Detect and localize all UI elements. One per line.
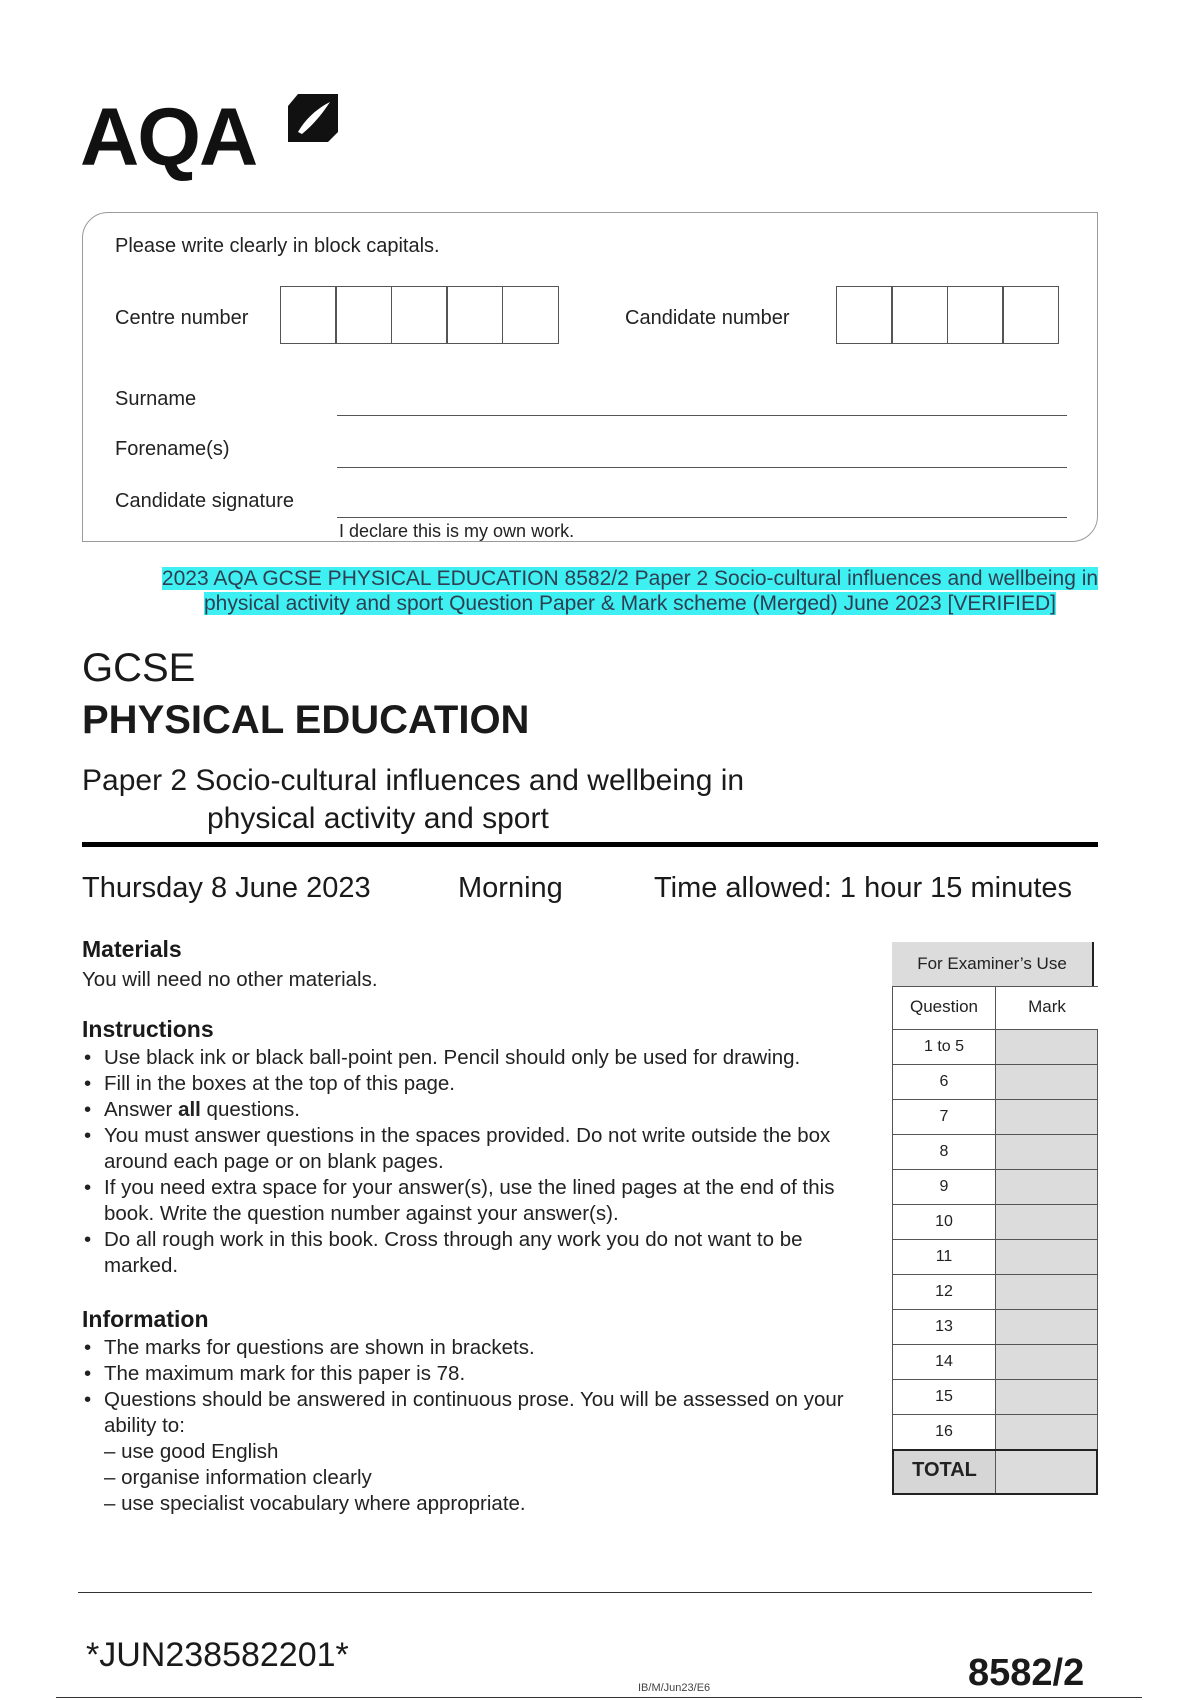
qualification-level: GCSE	[82, 646, 196, 690]
footer-rule	[78, 1592, 1092, 1593]
information-section	[82, 1306, 882, 1517]
mark-column-header: Mark	[1028, 997, 1066, 1016]
instructions-heading: Instructions	[82, 1016, 214, 1042]
examiner-table-row	[892, 1344, 1098, 1379]
exam-date: Thursday 8 June 2023	[82, 872, 371, 904]
barcode-text: *JUN238582201*	[86, 1636, 349, 1674]
surname-label: Surname	[115, 388, 197, 410]
block-capitals-instruction: Please write clearly in block capitals.	[115, 235, 440, 257]
candidate-digit-box[interactable]	[1002, 286, 1059, 344]
centre-digit-box[interactable]	[446, 286, 503, 344]
examiner-table-row	[892, 1204, 1098, 1239]
signature-line[interactable]	[337, 517, 1067, 518]
forenames-line[interactable]	[337, 467, 1067, 468]
information-item: • The maximum mark for this paper is 78.	[82, 1361, 882, 1387]
examiner-table-row	[892, 1134, 1098, 1169]
answer-suffix: questions.	[200, 1098, 301, 1121]
mark-cell[interactable]	[996, 1205, 1098, 1239]
forenames-label: Forename(s)	[115, 438, 230, 460]
examiner-table-row	[892, 1274, 1098, 1309]
examiner-table-heading: For Examiner’s Use	[892, 942, 1094, 986]
materials-section	[82, 936, 872, 993]
examiner-table-row	[892, 1379, 1098, 1414]
mark-cell[interactable]	[996, 1240, 1098, 1274]
answer-bold: all	[178, 1098, 201, 1121]
examiner-table-row	[892, 1029, 1098, 1064]
paper-title	[82, 762, 842, 838]
instructions-list	[82, 1045, 882, 1279]
mark-cell[interactable]	[996, 1170, 1098, 1204]
centre-number-boxes[interactable]	[281, 286, 559, 344]
banner-text: 2023 AQA GCSE PHYSICAL EDUCATION 8582/2 Paper 2 Socio-cultural influences and wellbeing in physical activity and sport Question Paper & Mark scheme (Merged) June 2023 [VERIFIED]	[161, 567, 1099, 615]
mark-cell[interactable]	[996, 1065, 1098, 1099]
aqa-logo	[80, 88, 350, 188]
paper-code: 8582/2	[968, 1652, 1085, 1694]
paper-title-line1: Paper 2 Socio-cultural influences and wellbeing in	[82, 764, 745, 797]
materials-text: You will need no other materials.	[82, 968, 378, 991]
mark-cell[interactable]	[996, 1345, 1098, 1379]
question-number-cell: 8	[892, 1135, 996, 1169]
question-number-cell: 12	[892, 1275, 996, 1309]
materials-heading: Materials	[82, 936, 182, 962]
document-title-banner	[150, 566, 1110, 616]
question-number-cell: 10	[892, 1205, 996, 1239]
centre-digit-box[interactable]	[280, 286, 337, 344]
mark-cell[interactable]	[996, 1030, 1098, 1064]
examiner-table-rows	[892, 1029, 1098, 1449]
question-number-cell: 9	[892, 1170, 996, 1204]
candidate-details-box	[82, 212, 1098, 542]
centre-digit-box[interactable]	[335, 286, 392, 344]
question-number-cell: 14	[892, 1345, 996, 1379]
question-number-cell: 15	[892, 1380, 996, 1414]
title-rule	[82, 842, 1098, 847]
instruction-item: • Do all rough work in this book. Cross through any work you do not want to be marked.	[82, 1227, 882, 1279]
instruction-item: • Use black ink or black ball-point pen. Pencil should only be used for drawing.	[82, 1045, 882, 1071]
mark-cell[interactable]	[996, 1275, 1098, 1309]
centre-digit-box[interactable]	[502, 286, 559, 344]
information-subitem: – organise information clearly	[104, 1466, 372, 1489]
candidate-number-boxes[interactable]	[837, 286, 1059, 344]
mark-cell[interactable]	[996, 1310, 1098, 1344]
question-number-cell: 16	[892, 1415, 996, 1449]
total-label: TOTAL	[892, 1451, 996, 1493]
information-subitem: – use good English	[104, 1440, 279, 1463]
candidate-digit-box[interactable]	[891, 286, 948, 344]
question-number-cell: 11	[892, 1240, 996, 1274]
information-list	[82, 1335, 882, 1439]
paper-title-line2: physical activity and sport	[207, 802, 549, 835]
information-item: • Questions should be answered in continuous prose. You will be assessed on your ability to:	[82, 1387, 882, 1439]
examiner-use-table	[892, 942, 1098, 1495]
aqa-logo-mark-icon	[284, 92, 340, 150]
question-number-cell: 7	[892, 1100, 996, 1134]
mark-cell[interactable]	[996, 1135, 1098, 1169]
document-reference: IB/M/Jun23/E6	[638, 1682, 711, 1694]
exam-session: Morning	[458, 872, 563, 904]
examiner-table-row	[892, 1099, 1098, 1134]
answer-prefix: Answer	[104, 1098, 179, 1121]
instructions-section	[82, 1016, 882, 1279]
examiner-table-row	[892, 1239, 1098, 1274]
mark-cell[interactable]	[996, 1100, 1098, 1134]
examiner-total-row	[892, 1449, 1098, 1495]
question-number-cell: 13	[892, 1310, 996, 1344]
candidate-digit-box[interactable]	[836, 286, 893, 344]
candidate-number-label: Candidate number	[625, 307, 790, 329]
declaration-text: I declare this is my own work.	[339, 521, 575, 541]
question-number-cell: 6	[892, 1065, 996, 1099]
question-column-header: Question	[892, 987, 996, 1029]
time-allowed: Time allowed: 1 hour 15 minutes	[654, 872, 1073, 904]
examiner-table-header-row	[892, 986, 1098, 1029]
surname-line[interactable]	[337, 415, 1067, 416]
examiner-table-row	[892, 1414, 1098, 1449]
centre-number-label: Centre number	[115, 307, 249, 329]
instruction-item: • If you need extra space for your answer(s), use the lined pages at the end of this book. Write the question number against your answer(s).	[82, 1175, 882, 1227]
instruction-item: • Fill in the boxes at the top of this page.	[82, 1071, 882, 1097]
examiner-table-row	[892, 1064, 1098, 1099]
page-bottom-rule	[56, 1697, 1142, 1698]
question-number-cell: 1 to 5	[892, 1030, 996, 1064]
examiner-table-row	[892, 1169, 1098, 1204]
information-heading: Information	[82, 1306, 209, 1332]
signature-label: Candidate signature	[115, 490, 295, 512]
centre-digit-box[interactable]	[391, 286, 448, 344]
mark-cell[interactable]	[996, 1380, 1098, 1414]
total-mark-cell[interactable]	[996, 1451, 1098, 1493]
candidate-digit-box[interactable]	[947, 286, 1004, 344]
logo-text: AQA	[80, 92, 257, 183]
instruction-item: • You must answer questions in the spaces provided. Do not write outside the box around each page or on blank pages.	[82, 1123, 882, 1175]
mark-cell[interactable]	[996, 1415, 1098, 1449]
examiner-table-row	[892, 1309, 1098, 1344]
subject-title: PHYSICAL EDUCATION	[82, 698, 530, 742]
instruction-item	[82, 1097, 882, 1123]
information-item: • The marks for questions are shown in brackets.	[82, 1335, 882, 1361]
information-subitem: – use specialist vocabulary where appropriate.	[104, 1492, 526, 1515]
